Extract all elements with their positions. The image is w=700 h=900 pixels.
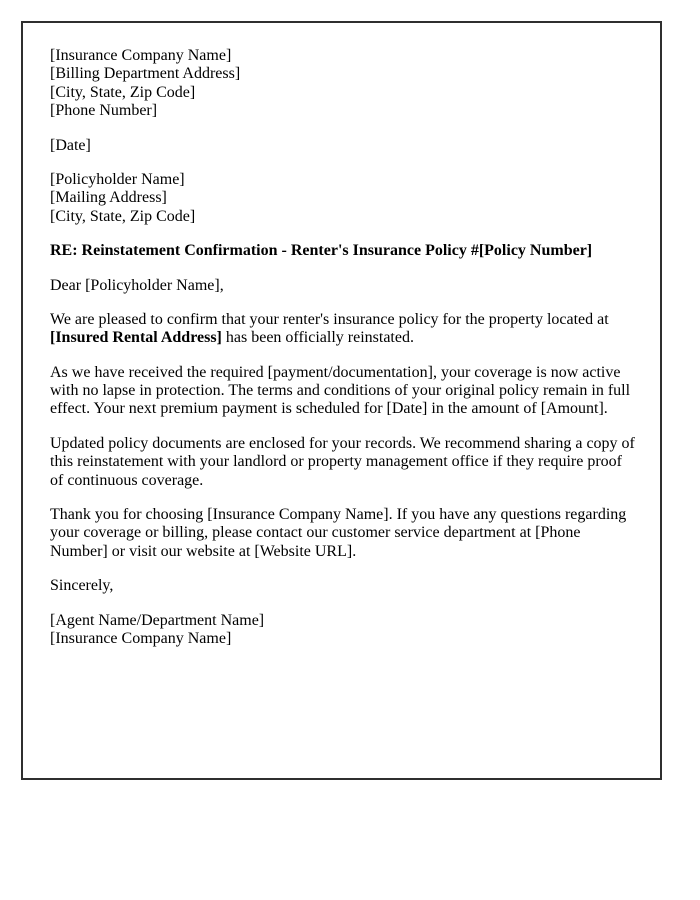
recipient-mailing-address: [Mailing Address] xyxy=(50,189,167,207)
paragraph-thanks: Thank you for choosing [Insurance Company Name]. If you have any questions regarding your coverage or billing, please contact our customer service department at [Phone Number] or visit our website at [Website URL]. xyxy=(50,506,627,560)
recipient-address-block xyxy=(50,171,636,226)
sender-phone-number: [Phone Number] xyxy=(50,102,158,120)
sender-department-address: [Billing Department Address] xyxy=(50,65,241,83)
salutation: Dear [Policyholder Name], xyxy=(50,276,224,294)
recipient-name: [Policyholder Name] xyxy=(50,170,185,188)
signature-company-name: [Insurance Company Name] xyxy=(50,629,232,647)
subject-line: RE: Reinstatement Confirmation - Renter's Insurance Policy #[Policy Number] xyxy=(50,242,593,260)
paragraph-coverage: As we have received the required [payment/documentation], your coverage is now active with no lapse in protection. The terms and conditions of your original policy remain in full effect. Your next premium payment is scheduled for [Date] in the amount of [Amount]. xyxy=(50,363,631,418)
sender-address-block xyxy=(50,47,636,121)
sender-city-state-zip: [City, State, Zip Code] xyxy=(50,83,196,101)
paragraph-reinstatement-text: We are pleased to confirm that your renter's insurance policy for the property located at xyxy=(50,310,609,328)
signature-agent-name: [Agent Name/Department Name] xyxy=(50,611,265,629)
insured-rental-address: [Insured Rental Address] xyxy=(50,329,222,347)
closing: Sincerely, xyxy=(50,577,114,595)
paragraph-reinstatement-tail: has been officially reinstated. xyxy=(221,329,414,347)
date-line: [Date] xyxy=(50,136,91,154)
letter-container xyxy=(21,21,662,780)
signature-block xyxy=(50,612,636,649)
paragraph-documents: Updated policy documents are enclosed for your records. We recommend sharing a copy of this reinstatement with your landlord or property management office if they require proof of continuous coverage. xyxy=(50,434,635,489)
sender-company-name: [Insurance Company Name] xyxy=(50,47,232,64)
paragraph-reinstatement xyxy=(50,311,636,348)
recipient-city-state-zip: [City, State, Zip Code] xyxy=(50,207,196,225)
